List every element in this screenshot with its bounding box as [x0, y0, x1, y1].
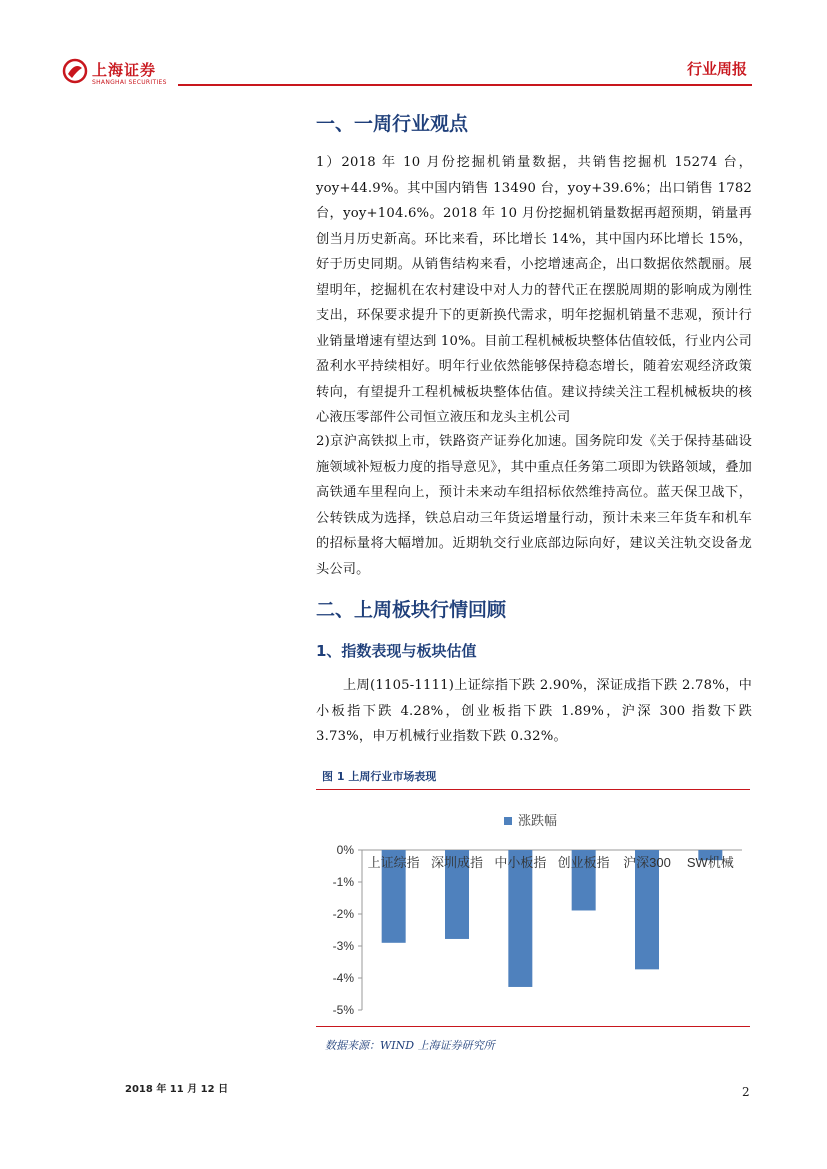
section1-paragraph2: 2)京沪高铁拟上市，铁路资产证券化加速。国务院印发《关于保持基础设施领域补短板力度的指导意见》，其中重点任务第二项即为铁路领域，叠加高铁通车里程向上，预计未来动车组招标依然维持高位。蓝天保卫战下，公转铁成为选择，铁总启动三年货运增量行动，预计未来三年货车和机车的招标量将大幅增加。近期轨交行业底部边际向好，建议关注轨交设备龙头公司。	[316, 434, 752, 577]
legend-label: 涨跌幅	[518, 813, 558, 828]
bar	[508, 850, 532, 987]
report-type: 行业周报	[686, 60, 747, 78]
figure-top-rule	[316, 789, 750, 790]
bars	[382, 850, 723, 987]
y-tick-label: -4%	[332, 971, 354, 985]
section2-subtitle: 1、指数表现与板块估值	[316, 642, 477, 660]
x-axis-labels	[368, 855, 734, 870]
y-tick-label: -3%	[332, 939, 354, 953]
logo-icon	[62, 58, 88, 84]
x-tick-label: 创业板指	[557, 855, 610, 870]
header-divider	[178, 84, 752, 86]
company-logo	[62, 58, 182, 94]
section1-paragraph1: 1）2018 年 10 月份挖掘机销量数据，共销售挖掘机 15274 台，yoy+44.9%。其中国内销售 13490 台，yoy+39.6%；出口销售 1782 台，yoy+104.6%。2018 年 10 月份挖掘机销量数据再超预期，销量再创当月历史新高。环比来看，环比增长 14%，其中国内环比增长 15%，好于历史同期。从销售结构来看，小挖增速高企，出口数据依然靓丽。展望明年，挖掘机在农村建设中对人力的替代正在摆脱周期的影响成为刚性支出，环保要求提升下的更新换代需求，明年挖掘机销量不悲观，预计行业销量增速有望达到 10%。目前工程机械板块整体估值较低，行业内公司盈利水平持续相好。明年行业依然能够保持稳态增长，随着宏观经济政策转向，有望提升工程机械板块整体估值。建议持续关注工程机械板块的核心液压零部件公司恒立液压和龙头主机公司	[316, 155, 752, 425]
section2-title: 二、上周板块行情回顾	[316, 599, 507, 621]
chart-legend	[504, 813, 557, 828]
figure-bottom-rule	[316, 1026, 750, 1027]
y-tick-label: -1%	[332, 875, 354, 889]
figure-source: 数据来源：WIND 上海证券研究所	[325, 1039, 495, 1052]
legend-swatch	[504, 817, 512, 825]
x-tick-label: 深圳成指	[430, 855, 484, 870]
section2-paragraph1: 上周(1105-1111)上证综指下跌 2.90%，深证成指下跌 2.78%，中小板指下跌 4.28%，创业板指下跌 1.89%，沪深 300 指数下跌 3.73%，申万机械行业指数下跌 0.32%。	[316, 678, 752, 744]
page-number: 2	[742, 1085, 750, 1099]
bar-chart	[316, 796, 750, 1024]
section1-title: 一、一周行业观点	[316, 113, 469, 135]
y-tick-label: -2%	[332, 907, 354, 921]
x-tick-label: 中小板指	[494, 855, 547, 870]
logo-subtitle: SHANGHAI SECURITIES	[92, 79, 167, 86]
x-tick-label: 沪深300	[623, 855, 671, 870]
y-tick-label: -5%	[332, 1003, 354, 1017]
x-tick-label: SW机械	[686, 855, 734, 870]
footer-date: 2018 年 11 月 12 日	[125, 1084, 229, 1095]
x-tick-label: 上证综指	[367, 855, 420, 870]
y-tick-label: 0%	[336, 843, 354, 857]
logo-name: 上海证券	[92, 61, 157, 79]
figure-title: 图 1 上周行业市场表现	[322, 770, 437, 783]
